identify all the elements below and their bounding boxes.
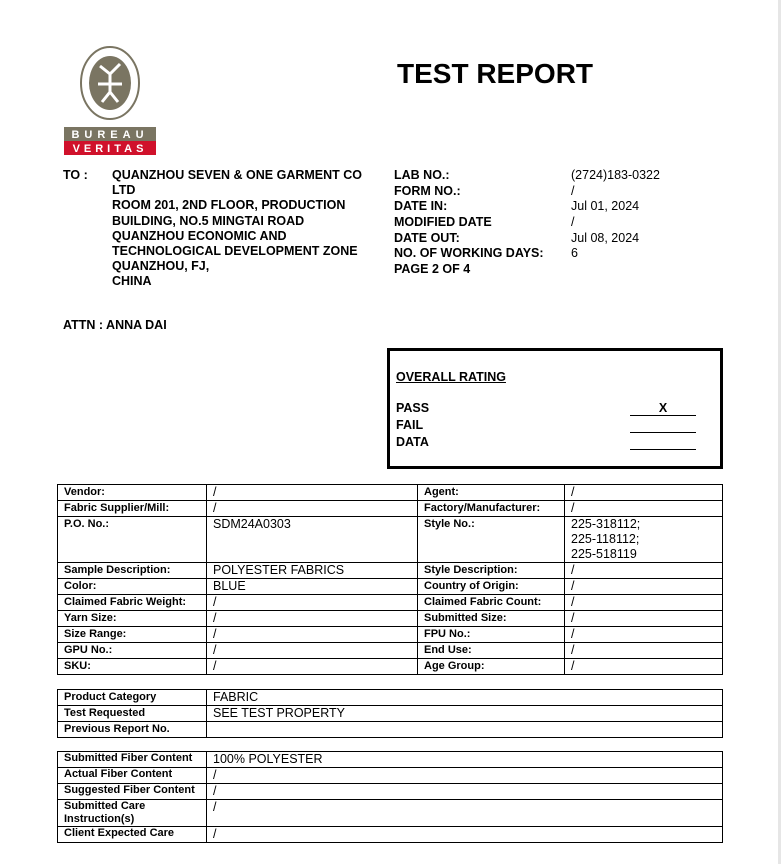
address-line: BUILDING, NO.5 MINGTAI ROAD (112, 213, 305, 228)
header-row (394, 184, 660, 200)
header-row (394, 199, 660, 215)
table-row (58, 800, 723, 827)
table-row (58, 563, 723, 579)
table-row (58, 643, 723, 659)
field-label: Country of Origin: (418, 579, 565, 595)
header-label: DATE IN: (394, 199, 448, 214)
field-label: Fabric Supplier/Mill: (58, 501, 207, 517)
header-label: PAGE 2 OF 4 (394, 262, 471, 277)
field-label: Factory/Manufacturer: (418, 501, 565, 517)
table-row (58, 579, 723, 595)
rating-pass-mark: X (630, 401, 696, 416)
field-label: Suggested Fiber Content (58, 784, 207, 800)
field-label: Client Expected Care (58, 827, 207, 843)
field-value: FABRIC (207, 690, 723, 706)
svg-text:VERITAS: VERITAS (72, 143, 148, 155)
field-value: / (565, 611, 723, 627)
table-row (58, 595, 723, 611)
header-label: MODIFIED DATE (394, 215, 492, 230)
table-row (58, 659, 723, 675)
field-value: / (207, 643, 418, 659)
header-row (394, 246, 660, 262)
header-value: / (571, 215, 575, 230)
overall-rating-box (387, 348, 723, 469)
field-label: Sample Description: (58, 563, 207, 579)
to-label: TO : (63, 168, 88, 182)
address-line: QUANZHOU ECONOMIC AND (112, 228, 287, 243)
field-label: GPU No.: (58, 643, 207, 659)
recipient-block (63, 168, 363, 289)
field-value: / (565, 485, 723, 501)
field-label: End Use: (418, 643, 565, 659)
header-row (394, 231, 660, 247)
table-row (58, 501, 723, 517)
field-value: / (565, 627, 723, 643)
field-value: / (565, 595, 723, 611)
field-label: Style No.: (418, 517, 565, 563)
field-value: / (565, 643, 723, 659)
field-label: Test Requested (58, 706, 207, 722)
field-label: Size Range: (58, 627, 207, 643)
address-line: LTD (112, 183, 136, 198)
page-title: TEST REPORT (397, 58, 594, 89)
field-label: Previous Report No. (58, 722, 207, 738)
field-label: SKU: (58, 659, 207, 675)
address-line: QUANZHOU, FJ, (112, 259, 210, 274)
table-row (58, 722, 723, 738)
table-row (58, 827, 723, 843)
field-label: Actual Fiber Content (58, 768, 207, 784)
attention-line: ATTN : ANNA DAI (63, 318, 167, 332)
rating-data-mark (630, 435, 696, 450)
header-row (394, 168, 660, 184)
table-row (58, 690, 723, 706)
field-label: Style Description: (418, 563, 565, 579)
field-value: / (565, 579, 723, 595)
field-label: Product Category (58, 690, 207, 706)
field-value: / (207, 800, 723, 827)
table-row (58, 517, 723, 563)
field-value: / (207, 659, 418, 675)
header-value: 6 (571, 246, 578, 261)
field-label: Age Group: (418, 659, 565, 675)
bureau-veritas-logo (64, 44, 156, 161)
table-row (58, 784, 723, 800)
header-value: / (571, 183, 575, 198)
field-value: BLUE (207, 579, 418, 595)
fiber-content-table (57, 751, 723, 843)
field-value: / (207, 827, 723, 843)
field-label: Claimed Fabric Count: (418, 595, 565, 611)
field-label: Submitted Care Instruction(s) (58, 800, 207, 827)
rating-data-label: DATA (396, 435, 429, 449)
table-row (58, 706, 723, 722)
rating-fail-label: FAIL (396, 418, 424, 432)
table-row (58, 752, 723, 768)
address-line: CHINA (112, 274, 152, 289)
field-label: Agent: (418, 485, 565, 501)
header-label: LAB NO.: (394, 168, 450, 182)
product-table (57, 689, 723, 738)
field-value: / (207, 768, 723, 784)
table-row (58, 627, 723, 643)
sample-info-table (57, 484, 723, 675)
rating-pass-label: PASS (396, 401, 430, 415)
address-line: QUANZHOU SEVEN & ONE GARMENT CO (112, 168, 363, 182)
field-value: / (207, 595, 418, 611)
svg-text:BUREAU: BUREAU (71, 129, 149, 141)
field-value: SDM24A0303 (207, 517, 418, 563)
rating-heading: OVERALL RATING (396, 370, 506, 384)
field-value: / (565, 659, 723, 675)
header-label: FORM NO.: (394, 183, 461, 198)
field-label: FPU No.: (418, 627, 565, 643)
header-value: (2724)183-0322 (571, 168, 660, 182)
field-value: / (207, 784, 723, 800)
field-value: / (207, 485, 418, 501)
field-value (207, 722, 723, 738)
field-label: Submitted Fiber Content (58, 752, 207, 768)
field-value: SEE TEST PROPERTY (207, 706, 723, 722)
field-value: / (207, 501, 418, 517)
field-value: / (565, 563, 723, 579)
report-header-info (394, 168, 660, 278)
field-label: P.O. No.: (58, 517, 207, 563)
address-line: ROOM 201, 2ND FLOOR, PRODUCTION (112, 198, 346, 213)
table-row (58, 768, 723, 784)
header-label: NO. OF WORKING DAYS: (394, 246, 544, 261)
field-label: Color: (58, 579, 207, 595)
header-value: Jul 01, 2024 (571, 199, 640, 214)
header-row (394, 262, 660, 278)
table-row (58, 611, 723, 627)
field-value: / (565, 501, 723, 517)
header-value: Jul 08, 2024 (571, 230, 640, 245)
field-value: / (207, 611, 418, 627)
field-value: / (207, 627, 418, 643)
field-value: POLYESTER FABRICS (207, 563, 418, 579)
address-line: TECHNOLOGICAL DEVELOPMENT ZONE (112, 244, 358, 259)
field-value: 100% POLYESTER (207, 752, 723, 768)
field-label: Yarn Size: (58, 611, 207, 627)
table-row (58, 485, 723, 501)
field-label: Submitted Size: (418, 611, 565, 627)
header-label: DATE OUT: (394, 230, 460, 245)
recipient-address (112, 168, 402, 290)
header-row (394, 215, 660, 231)
rating-fail-mark (630, 418, 696, 433)
field-label: Vendor: (58, 485, 207, 501)
field-label: Claimed Fabric Weight: (58, 595, 207, 611)
field-value: 225-318112; 225-118112; 225-518119 (565, 517, 723, 563)
